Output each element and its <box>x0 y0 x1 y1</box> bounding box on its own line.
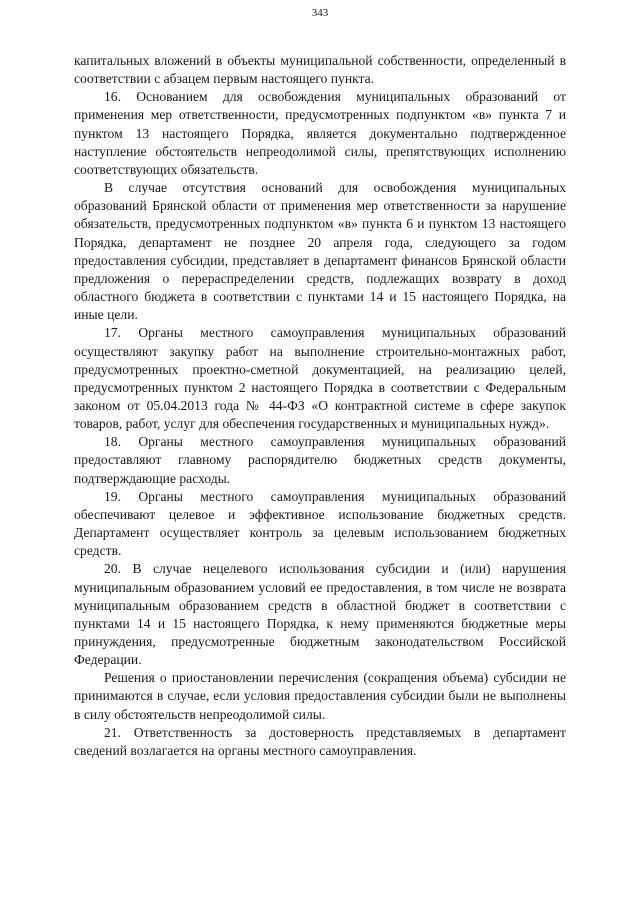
paragraph-17: 17. Органы местного самоуправления муниципальных образований осуществляют закупку работ на выполнение строительно-монтажных работ, предусмотренных проектно-сметной документацией, на реализацию целей, предусмотренных пунктом 2 настоящего Порядка в соответствии с Федеральным законом от 05.04.2013 года № 44-ФЗ «О контрактной системе в сфере закупок товаров, работ, услуг для обеспечения государственных и муниципальных нужд». <box>74 325 566 432</box>
paragraph-continuation: капитальных вложений в объекты муниципальной собственности, определенный в соответствии с абзацем первым настоящего пункта. <box>74 53 566 87</box>
paragraph-20-second: Решения о приостановлении перечисления (сокращения объема) субсидии не принимаются в случае, если условия предоставления субсидии были не выполнены в силу обстоятельств непреодолимой силы. <box>74 670 566 722</box>
paragraph-19: 19. Органы местного самоуправления муниципальных образований обеспечивают целевое и эффективное использование бюджетных средств. Департамент осуществляет контроль за целевым использованием бюджетных средств. <box>74 488 566 559</box>
paragraph-21: 21. Ответственность за достоверность представляемых в департамент сведений возлагается на органы местного самоуправления. <box>74 724 566 758</box>
paragraph-16-second: В случае отсутствия оснований для освобождения муниципальных образований Брянской области от применения мер ответственности за нарушение обязательств, предусмотренных подпунктом «в» пункта 6 и пунктом 13 настоящего Порядка, департамент не позднее 20 апреля года, следующего за годом предоставления субсидии, представляет в департамент финансов Брянской области предложения о перераспределении средств, подлежащих возврату в доход областного бюджета в соответствии с пунктами 14 и 15 настоящего Порядка, на иные цели. <box>74 180 566 323</box>
document-body <box>74 52 566 760</box>
page-number: 343 <box>311 7 329 19</box>
paragraph-16: 16. Основанием для освобождения муниципальных образований от применения мер ответственности, предусмотренных подпунктом «в» пункта 7 и пунктом 13 настоящего Порядка, является документально подтвержденное наступление обстоятельств непреодолимой силы, препятствующих исполнению соответствующих обязательств. <box>74 89 566 177</box>
paragraph-20: 20. В случае нецелевого использования субсидии и (или) нарушения муниципальным образованием условий ее предоставления, в том числе не возврата муниципальным образованием средств в областной бюджет в соответствии с пунктами 14 и 15 настоящего Порядка, к нему применяются бюджетные меры принуждения, предусмотренные бюджетным законодательством Российской Федерации. <box>74 561 566 668</box>
paragraph-18: 18. Органы местного самоуправления муниципальных образований предоставляют главному распорядителю бюджетных средств документы, подтверждающие расходы. <box>74 434 566 486</box>
